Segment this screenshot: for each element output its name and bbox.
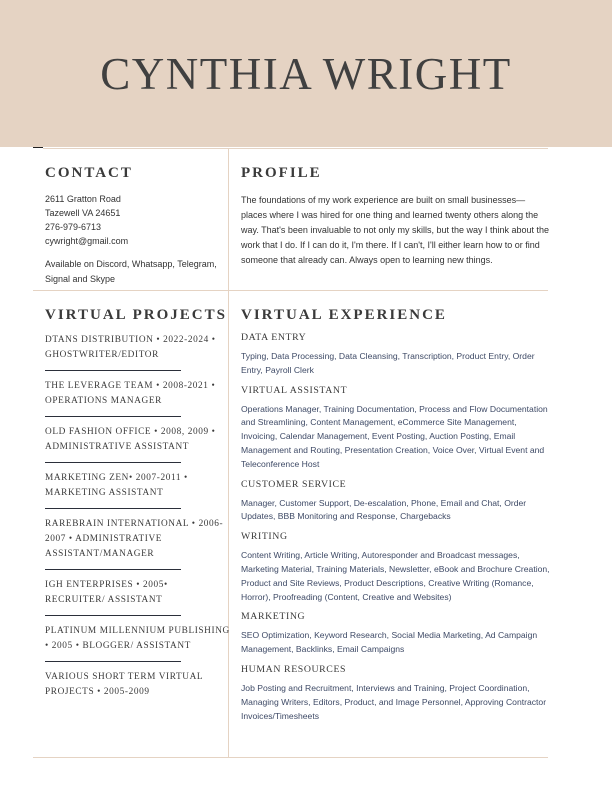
profile-heading: PROFILE — [241, 165, 322, 181]
project-item: PLATINUM MILLENNIUM PUBLISHING • 2005 • BLOGGER/ ASSISTANT — [45, 626, 230, 651]
contact-block — [45, 192, 225, 287]
project-item: OLD FASHION OFFICE • 2008, 2009 • ADMINISTRATIVE ASSISTANT — [45, 427, 216, 452]
corner-mark — [33, 147, 43, 148]
experience-description: SEO Optimization, Keyword Research, Social Media Marketing, Ad Campaign Management, Backlinks, Email Campaigns — [241, 630, 538, 655]
bottom-divider — [33, 757, 548, 758]
experience-description: Manager, Customer Support, De-escalation, Phone, Email and Chat, Order Updates, BBB Monitoring and Response, Chargebacks — [241, 497, 527, 522]
middle-divider — [33, 290, 548, 291]
project-separator — [45, 370, 181, 371]
top-divider — [43, 148, 548, 149]
experience-description: Job Posting and Recruitment, Interviews and Training, Project Coordination, Managing Writers, Editors, Product, and Image Personnel, Approving Contractor Invoices/Timesheets — [241, 682, 547, 721]
project-separator — [45, 569, 181, 570]
project-item: IGH ENTERPRISES • 2005• RECRUITER/ ASSISTANT — [45, 580, 168, 605]
candidate-name: CYNTHIA WRIGHT — [100, 49, 512, 99]
project-item: DTANS DISTRIBUTION • 2022-2024 • GHOSTWRITER/EDITOR — [45, 335, 216, 360]
project-item: RAREBRAIN INTERNATIONAL • 2006-2007 • ADMINISTRATIVE ASSISTANT/MANAGER — [45, 519, 224, 559]
experience-category: VIRTUAL ASSISTANT — [241, 384, 348, 396]
experience-description: Typing, Data Processing, Data Cleansing, Transcription, Product Entry, Order Entry, Payroll Clerk — [241, 351, 535, 375]
project-separator — [45, 615, 181, 616]
email-link[interactable]: cywright@gmail.com — [45, 236, 129, 246]
project-separator — [45, 416, 181, 417]
experience-description: Operations Manager, Training Documentation, Process and Flow Documentation and Streamlining, Content Management, eCommerce Site Management, Invoicing, Calendar Management, Event Posting, Auction Posting, Email Management and Routing, Presentation Creation, Voice Over, Virtual Event and Teleconference Host — [241, 403, 548, 469]
project-item: THE LEVERAGE TEAM • 2008-2021 • OPERATIONS MANAGER — [45, 381, 216, 406]
profile-text: The foundations of my work experience are built on small businesses—places where I was hired for one thing and learned twenty others along the way. That's been invaluable to not only my skills, but the way I think about the work that I do. If I can do it, I'm there. If I can't, I'll either learn how to or find someone that already can. Always open to learning new things. — [241, 195, 550, 265]
address-line2: Tazewell VA 24651 — [45, 208, 121, 218]
project-separator — [45, 508, 181, 509]
availability: Available on Discord, Whatsapp, Telegram, Signal and Skype — [45, 259, 217, 284]
phone: 276-979-6713 — [45, 222, 102, 232]
project-item: VARIOUS SHORT TERM VIRTUAL PROJECTS • 2005-2009 — [45, 672, 203, 697]
virtual-projects-heading: VIRTUAL PROJECTS — [45, 307, 227, 323]
virtual-projects-list — [45, 333, 230, 700]
virtual-experience-list — [241, 330, 553, 728]
experience-category: CUSTOMER SERVICE — [241, 478, 347, 490]
project-separator — [45, 661, 181, 662]
experience-category: WRITING — [241, 531, 288, 543]
virtual-experience-heading: VIRTUAL EXPERIENCE — [241, 307, 447, 323]
experience-category: DATA ENTRY — [241, 332, 307, 343]
experience-category: HUMAN RESOURCES — [241, 663, 347, 675]
contact-heading: CONTACT — [45, 165, 133, 181]
project-item: MARKETING ZEN• 2007-2011 • MARKETING ASSISTANT — [45, 473, 188, 498]
project-separator — [45, 462, 181, 463]
address-line1: 2611 Gratton Road — [45, 194, 121, 204]
experience-category: MARKETING — [241, 611, 306, 623]
experience-description: Content Writing, Article Writing, Autoresponder and Broadcast messages, Marketing Material, Training Materials, Newsletter, eBook and Brochure Creation, Product and Site Reviews, Product Descriptions, Creative Writing (Romance, Horror), Proofreading (Content, Creative and Websites) — [241, 550, 550, 602]
